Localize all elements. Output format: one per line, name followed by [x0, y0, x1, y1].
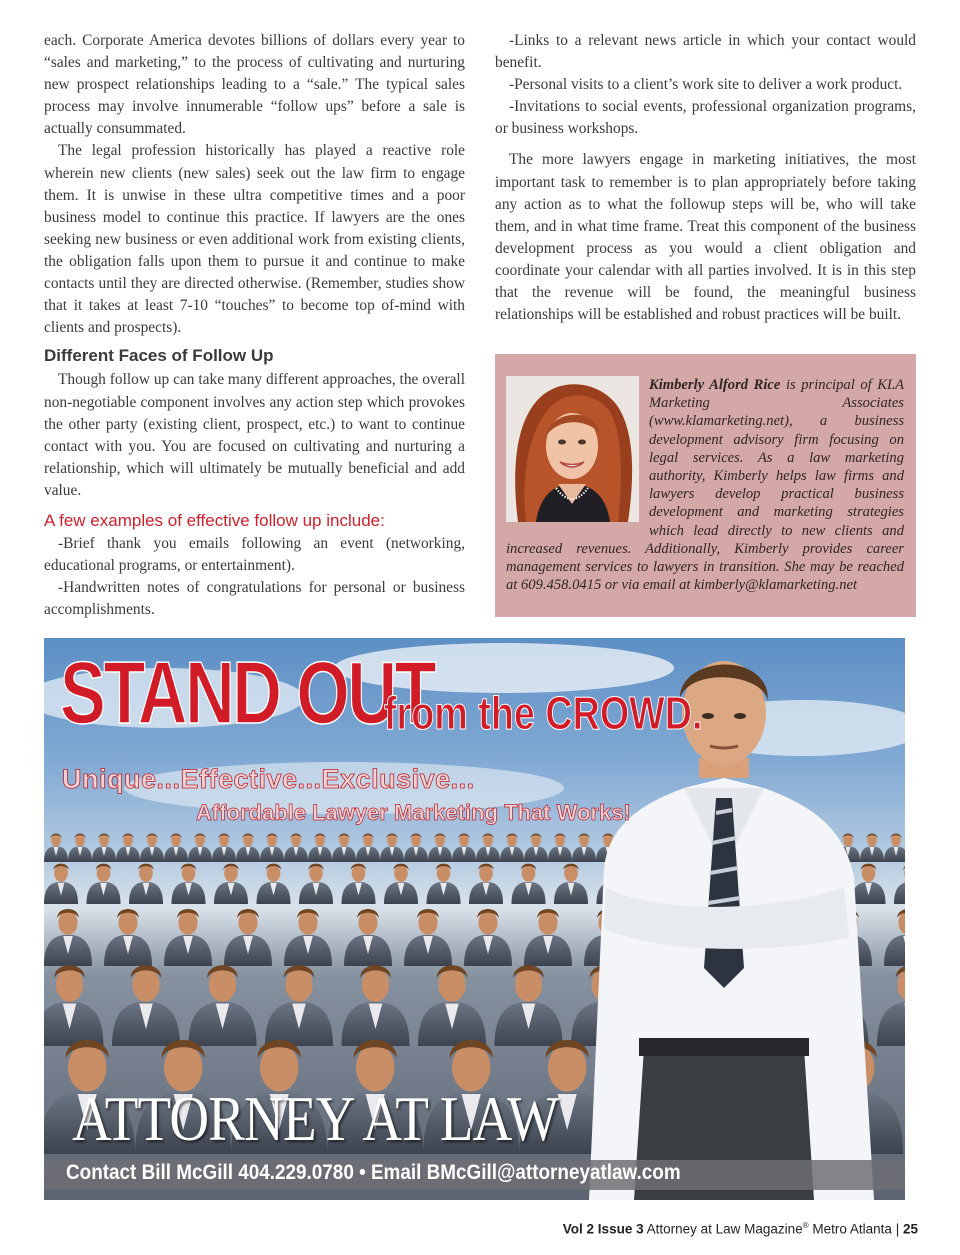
ad-contact-info: Contact Bill McGill 404.229.0780 • Email BMcGill@attorneyatlaw.com [66, 1161, 681, 1184]
ad-tagline-secondary: Affordable Lawyer Marketing That Works! [196, 800, 631, 825]
ad-headline-secondary: from the CROWD. [384, 687, 703, 739]
paragraph: The legal profession historically has played a reactive role wherein new clients (new sales) seek out the law firm to engage them. It is unwise in these ultra competitive times and a poor business model to continue this practice. If lawyers are the ones seeking new business or even additional work from existing clients, the obligation falls upon them to pursue it and continue to make contacts until they are directed otherwise. (Remember, studies show that it takes at least 7-10 “touches” to become top of-mind with clients and prospects). [44, 142, 465, 337]
issue-label: Vol 2 Issue 3 [562, 1221, 644, 1237]
section-heading: Different Faces of Follow Up [44, 346, 274, 366]
list-item: -Brief thank you emails following an event (networking, educational programs, or entertainment). [44, 535, 465, 575]
author-bio-text: is principal of KLA Marketing Associates (www.klamarketing.net), a business development advisory firm focusing on legal services. As a law marketing authority, Kimberly helps law firms and lawyers develop practical business development and marketing strategies which lead directly to new clients and increased revenues. Additionally, Kimberly provides career management services to lawyers in transition. She may be reached at 609.458.0415 or via email at kimberly@klamarketing.net [506, 377, 905, 594]
ad-brand-logo: ATTORNEY AT LAW [72, 1083, 559, 1154]
paragraph: Though follow up can take many different approaches, the overall non-negotiable component involves any action step which provokes the other party (existing client, prospect, etc.) to want to continue contact with you. You are focused on cultivating and nurturing a relationship, which will ultimately be mutually beneficial and add value. [44, 371, 465, 499]
list-item: -Links to a relevant news article in which your contact would benefit. [495, 32, 916, 72]
page-footer [563, 1221, 918, 1237]
right-column [495, 30, 916, 326]
author-name: Kimberly Alford Rice [649, 377, 781, 393]
list-item: -Invitations to social events, professional organization programs, or business workshops. [495, 98, 916, 138]
author-bio-box [495, 354, 916, 617]
list-item: -Personal visits to a client’s work site to deliver a work product. [509, 76, 903, 94]
magazine-name: Attorney at Law Magazine [646, 1221, 803, 1237]
paragraph: each. Corporate America devotes billions of dollars every year to “sales and marketing,” to the process of cultivating and nurturing new prospect relationships leading to a “sale.” The typical sales process may involve innumerable “follow ups” before a sale is actually consummated. [44, 32, 465, 138]
author-photo [506, 376, 639, 522]
city-label: Metro Atlanta [812, 1221, 892, 1237]
examples-heading: A few examples of effective follow up include: [44, 510, 385, 530]
paragraph: The more lawyers engage in marketing initiatives, the most important task to remember is to plan appropriately before taking any action as to what the followup steps will be, who will take them, and in what time frame. Treat this component of the business development process as you would a client obligation and coordinate your calendar with all parties involved. It is in this step that the revenue will be found, the meaningful business relationships will be established and robust practices will be built. [495, 151, 916, 324]
footer-separator: | [895, 1221, 900, 1237]
ad-headline: STAND OUT [60, 643, 435, 742]
ad-tagline: Unique...Effective...Exclusive... [62, 764, 475, 794]
advertisement [44, 638, 905, 1200]
left-column [44, 30, 465, 621]
registered-mark: ® [802, 1221, 809, 1230]
list-item: -Handwritten notes of congratulations for personal or business accomplishments. [44, 579, 465, 619]
page-number: 25 [902, 1221, 918, 1237]
